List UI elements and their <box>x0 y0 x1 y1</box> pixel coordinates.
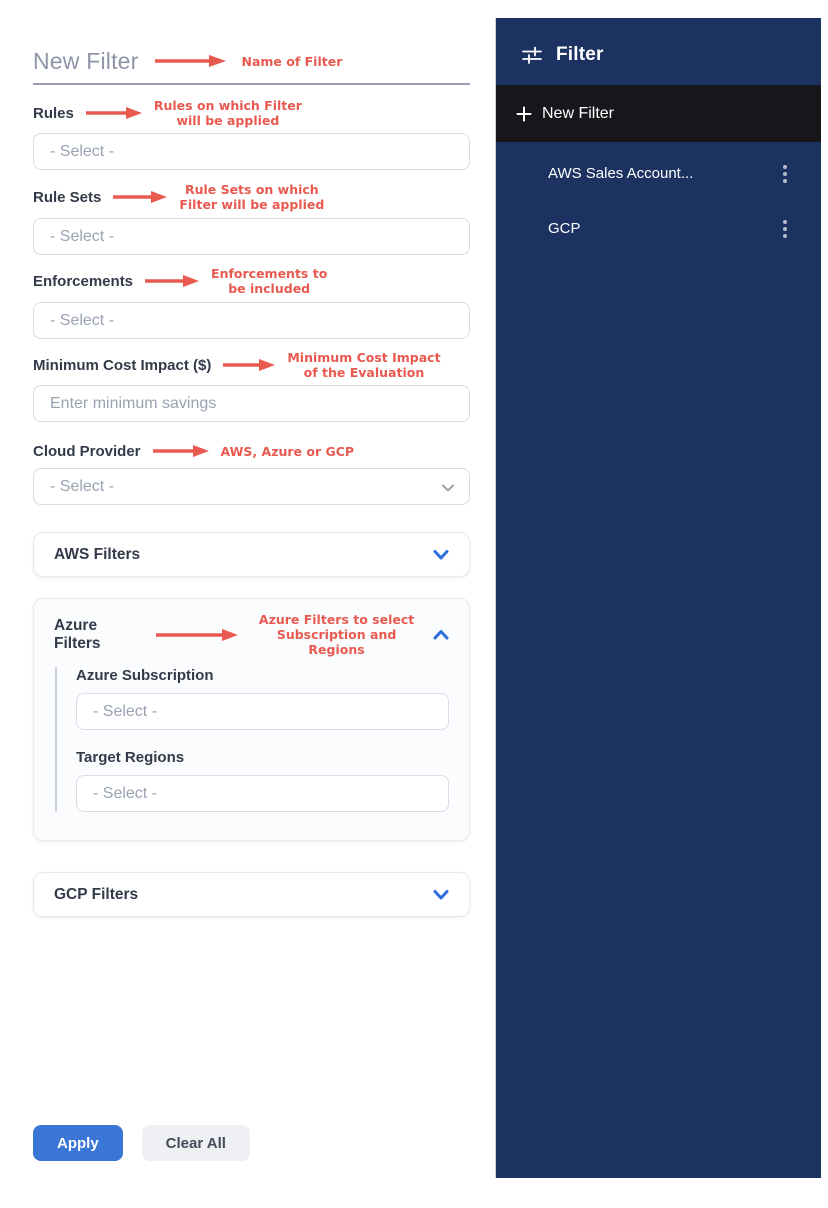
rule-sets-label: Rule Sets <box>33 188 102 206</box>
azure-filters-section <box>33 598 470 841</box>
saved-filters-list <box>496 142 821 256</box>
annotation-cloud-provider: AWS, Azure or GCP <box>220 443 355 459</box>
rules-select-placeholder: - Select - <box>50 142 115 160</box>
plus-icon <box>516 106 532 122</box>
annotation-arrow <box>154 628 240 642</box>
annotation-arrow <box>153 54 228 68</box>
sidebar-header <box>496 18 821 66</box>
target-regions-select[interactable] <box>76 775 449 812</box>
azure-subscription-select[interactable] <box>76 693 449 730</box>
kebab-menu-icon[interactable] <box>779 161 791 187</box>
enforcements-select-placeholder: - Select - <box>50 311 115 329</box>
sidebar-title: Filter <box>556 44 604 65</box>
chevron-down-icon <box>441 481 455 495</box>
filter-form-panel <box>33 47 470 1161</box>
enforcements-label: Enforcements <box>33 272 134 290</box>
azure-filters-body <box>55 667 449 812</box>
cloud-provider-select[interactable] <box>33 468 470 505</box>
min-cost-label: Minimum Cost Impact ($) <box>33 356 212 374</box>
annotation-arrow <box>111 190 169 204</box>
annotation-arrow <box>143 274 201 288</box>
annotation-line: Rule Sets on which <box>184 182 319 197</box>
min-cost-input[interactable] <box>33 385 470 422</box>
target-regions-label: Target Regions <box>76 749 185 766</box>
azure-filters-label: Azure Filters <box>54 616 101 652</box>
aws-filters-label: AWS Filters <box>54 545 141 563</box>
annotation-line: Minimum Cost Impact <box>287 350 441 365</box>
annotation-arrow <box>151 444 211 458</box>
cloud-provider-label: Cloud Provider <box>33 442 141 460</box>
annotation-name-of-filter: Name of Filter <box>241 53 343 69</box>
annotation-rule-sets <box>179 182 324 212</box>
filter-name-input[interactable]: New Filter <box>33 47 139 74</box>
saved-filter-label: AWS Sales Account... <box>548 165 694 182</box>
clear-all-button[interactable]: Clear All <box>142 1125 250 1161</box>
annotation-line: Filter will be applied <box>179 197 325 212</box>
kebab-menu-icon[interactable] <box>779 216 791 242</box>
annotation-line: Subscription and Regions <box>276 627 397 657</box>
chevron-up-icon[interactable] <box>433 629 449 641</box>
chevron-down-icon[interactable] <box>433 549 449 561</box>
annotation-line: of the Evaluation <box>303 365 425 380</box>
filter-sidebar <box>495 18 821 1178</box>
azure-subscription-placeholder: - Select - <box>93 702 158 720</box>
annotation-line: will be applied <box>176 113 280 128</box>
new-filter-button-label: New Filter <box>542 104 615 122</box>
title-divider <box>33 83 470 85</box>
gcp-filters-label: GCP Filters <box>54 885 139 903</box>
annotation-line: Rules on which Filter <box>153 98 302 113</box>
annotation-arrow <box>221 358 277 372</box>
rule-sets-select[interactable] <box>33 218 470 255</box>
annotation-min-cost <box>287 350 440 380</box>
rules-label: Rules <box>33 104 74 122</box>
rules-select[interactable] <box>33 133 470 170</box>
cloud-provider-select-placeholder: - Select - <box>50 477 115 495</box>
annotation-arrow <box>84 106 144 120</box>
apply-button[interactable]: Apply <box>33 1125 123 1161</box>
annotation-rules <box>154 98 302 128</box>
aws-filters-section[interactable] <box>33 532 470 577</box>
annotation-enforcements <box>211 266 327 296</box>
chevron-down-icon[interactable] <box>433 889 449 901</box>
saved-filter-label: GCP <box>548 220 581 237</box>
enforcements-select[interactable] <box>33 302 470 339</box>
saved-filter-item[interactable] <box>496 201 821 256</box>
azure-subscription-label: Azure Subscription <box>76 667 214 684</box>
annotation-line: Azure Filters to select <box>258 612 415 627</box>
rule-sets-select-placeholder: - Select - <box>50 227 115 245</box>
annotation-line: Enforcements to <box>211 266 328 281</box>
saved-filter-item[interactable] <box>496 146 821 201</box>
gcp-filters-section[interactable] <box>33 872 470 917</box>
annotation-line: be included <box>228 281 311 296</box>
new-filter-button[interactable] <box>496 85 821 142</box>
annotation-azure-filters <box>250 612 423 657</box>
sliders-icon <box>521 44 543 66</box>
azure-filters-header[interactable] <box>54 612 449 657</box>
target-regions-placeholder: - Select - <box>93 784 158 802</box>
